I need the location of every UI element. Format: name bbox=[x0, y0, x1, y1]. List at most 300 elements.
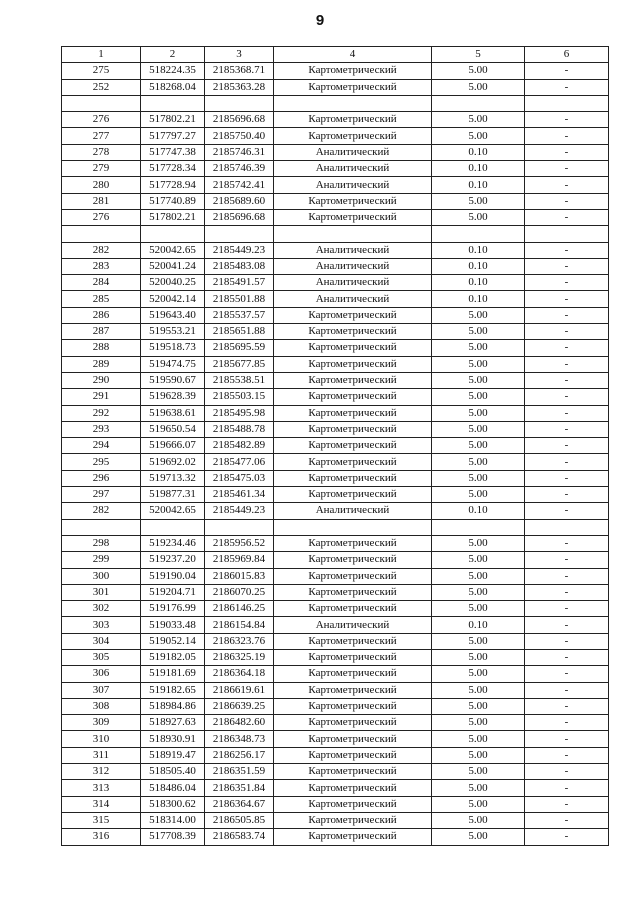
y-coordinate-cell: 2185501.88 bbox=[205, 291, 274, 307]
table-row bbox=[62, 340, 609, 356]
method-cell: Картометрический bbox=[274, 764, 432, 780]
accuracy-cell: 5.00 bbox=[432, 698, 525, 714]
header-col-1: 1 bbox=[62, 47, 141, 63]
y-coordinate-cell bbox=[205, 95, 274, 111]
point-number-cell: 316 bbox=[62, 829, 141, 845]
note-cell: - bbox=[525, 161, 609, 177]
method-cell: Аналитический bbox=[274, 617, 432, 633]
y-coordinate-cell: 2185742.41 bbox=[205, 177, 274, 193]
x-coordinate-cell: 518300.62 bbox=[141, 796, 205, 812]
note-cell: - bbox=[525, 177, 609, 193]
accuracy-cell: 5.00 bbox=[432, 487, 525, 503]
y-coordinate-cell: 2185695.59 bbox=[205, 340, 274, 356]
method-cell: Картометрический bbox=[274, 63, 432, 79]
x-coordinate-cell: 519713.32 bbox=[141, 470, 205, 486]
point-number-cell: 314 bbox=[62, 796, 141, 812]
method-cell: Аналитический bbox=[274, 161, 432, 177]
point-number-cell: 279 bbox=[62, 161, 141, 177]
separator-row bbox=[62, 226, 609, 242]
note-cell: - bbox=[525, 666, 609, 682]
method-cell: Аналитический bbox=[274, 144, 432, 160]
y-coordinate-cell: 2186348.73 bbox=[205, 731, 274, 747]
point-number-cell: 308 bbox=[62, 698, 141, 714]
method-cell bbox=[274, 95, 432, 111]
accuracy-cell: 5.00 bbox=[432, 666, 525, 682]
method-cell: Аналитический bbox=[274, 177, 432, 193]
x-coordinate-cell: 518268.04 bbox=[141, 79, 205, 95]
point-number-cell: 302 bbox=[62, 601, 141, 617]
y-coordinate-cell: 2185475.03 bbox=[205, 470, 274, 486]
method-cell: Картометрический bbox=[274, 780, 432, 796]
point-number-cell: 285 bbox=[62, 291, 141, 307]
table-row bbox=[62, 356, 609, 372]
point-number-cell bbox=[62, 95, 141, 111]
method-cell: Картометрический bbox=[274, 438, 432, 454]
note-cell: - bbox=[525, 63, 609, 79]
x-coordinate-cell: 520040.25 bbox=[141, 275, 205, 291]
table-row bbox=[62, 161, 609, 177]
table-row bbox=[62, 144, 609, 160]
accuracy-cell: 5.00 bbox=[432, 633, 525, 649]
accuracy-cell: 5.00 bbox=[432, 535, 525, 551]
x-coordinate-cell: 519692.02 bbox=[141, 454, 205, 470]
accuracy-cell: 0.10 bbox=[432, 242, 525, 258]
note-cell: - bbox=[525, 372, 609, 388]
y-coordinate-cell: 2186505.85 bbox=[205, 812, 274, 828]
method-cell: Картометрический bbox=[274, 535, 432, 551]
point-number-cell bbox=[62, 226, 141, 242]
note-cell: - bbox=[525, 405, 609, 421]
method-cell: Картометрический bbox=[274, 112, 432, 128]
table-row bbox=[62, 747, 609, 763]
method-cell: Картометрический bbox=[274, 324, 432, 340]
point-number-cell: 291 bbox=[62, 389, 141, 405]
method-cell: Картометрический bbox=[274, 584, 432, 600]
method-cell: Аналитический bbox=[274, 275, 432, 291]
accuracy-cell: 5.00 bbox=[432, 307, 525, 323]
method-cell: Аналитический bbox=[274, 242, 432, 258]
point-number-cell: 301 bbox=[62, 584, 141, 600]
note-cell: - bbox=[525, 535, 609, 551]
note-cell: - bbox=[525, 128, 609, 144]
header-col-5: 5 bbox=[432, 47, 525, 63]
point-number-cell: 304 bbox=[62, 633, 141, 649]
note-cell: - bbox=[525, 812, 609, 828]
y-coordinate-cell: 2185363.28 bbox=[205, 79, 274, 95]
y-coordinate-cell: 2185477.06 bbox=[205, 454, 274, 470]
header-col-3: 3 bbox=[205, 47, 274, 63]
y-coordinate-cell: 2185746.39 bbox=[205, 161, 274, 177]
accuracy-cell: 5.00 bbox=[432, 112, 525, 128]
x-coordinate-cell: 519518.73 bbox=[141, 340, 205, 356]
accuracy-cell: 5.00 bbox=[432, 421, 525, 437]
x-coordinate-cell: 520041.24 bbox=[141, 258, 205, 274]
note-cell: - bbox=[525, 242, 609, 258]
method-cell: Картометрический bbox=[274, 193, 432, 209]
point-number-cell: 307 bbox=[62, 682, 141, 698]
y-coordinate-cell: 2186256.17 bbox=[205, 747, 274, 763]
table-row bbox=[62, 421, 609, 437]
point-number-cell: 276 bbox=[62, 209, 141, 225]
accuracy-cell: 5.00 bbox=[432, 405, 525, 421]
note-cell: - bbox=[525, 601, 609, 617]
method-cell: Картометрический bbox=[274, 633, 432, 649]
accuracy-cell: 0.10 bbox=[432, 291, 525, 307]
method-cell: Картометрический bbox=[274, 796, 432, 812]
x-coordinate-cell: 517708.39 bbox=[141, 829, 205, 845]
y-coordinate-cell: 2186619.61 bbox=[205, 682, 274, 698]
note-cell bbox=[525, 226, 609, 242]
point-number-cell: 294 bbox=[62, 438, 141, 454]
y-coordinate-cell: 2186325.19 bbox=[205, 649, 274, 665]
point-number-cell: 296 bbox=[62, 470, 141, 486]
y-coordinate-cell: 2185969.84 bbox=[205, 552, 274, 568]
x-coordinate-cell: 518930.91 bbox=[141, 731, 205, 747]
point-number-cell: 310 bbox=[62, 731, 141, 747]
method-cell: Картометрический bbox=[274, 307, 432, 323]
x-coordinate-cell: 519181.69 bbox=[141, 666, 205, 682]
note-cell: - bbox=[525, 568, 609, 584]
point-number-cell: 300 bbox=[62, 568, 141, 584]
point-number-cell: 286 bbox=[62, 307, 141, 323]
accuracy-cell: 5.00 bbox=[432, 829, 525, 845]
note-cell: - bbox=[525, 144, 609, 160]
note-cell: - bbox=[525, 324, 609, 340]
x-coordinate-cell: 519643.40 bbox=[141, 307, 205, 323]
x-coordinate-cell: 520042.65 bbox=[141, 503, 205, 519]
table-row bbox=[62, 552, 609, 568]
accuracy-cell: 5.00 bbox=[432, 79, 525, 95]
note-cell: - bbox=[525, 307, 609, 323]
accuracy-cell: 0.10 bbox=[432, 503, 525, 519]
table-row bbox=[62, 715, 609, 731]
note-cell: - bbox=[525, 470, 609, 486]
method-cell: Картометрический bbox=[274, 79, 432, 95]
point-number-cell: 289 bbox=[62, 356, 141, 372]
method-cell: Картометрический bbox=[274, 568, 432, 584]
table-row bbox=[62, 242, 609, 258]
y-coordinate-cell: 2185449.23 bbox=[205, 242, 274, 258]
accuracy-cell: 5.00 bbox=[432, 63, 525, 79]
point-number-cell: 298 bbox=[62, 535, 141, 551]
note-cell: - bbox=[525, 649, 609, 665]
table-row bbox=[62, 372, 609, 388]
table-row bbox=[62, 535, 609, 551]
note-cell: - bbox=[525, 112, 609, 128]
table-row bbox=[62, 389, 609, 405]
x-coordinate-cell: 519590.67 bbox=[141, 372, 205, 388]
note-cell: - bbox=[525, 258, 609, 274]
y-coordinate-cell: 2185482.89 bbox=[205, 438, 274, 454]
accuracy-cell: 0.10 bbox=[432, 275, 525, 291]
point-number-cell: 295 bbox=[62, 454, 141, 470]
point-number-cell: 290 bbox=[62, 372, 141, 388]
point-number-cell: 281 bbox=[62, 193, 141, 209]
note-cell bbox=[525, 519, 609, 535]
point-number-cell: 312 bbox=[62, 764, 141, 780]
y-coordinate-cell: 2186364.18 bbox=[205, 666, 274, 682]
accuracy-cell: 5.00 bbox=[432, 796, 525, 812]
point-number-cell: 283 bbox=[62, 258, 141, 274]
method-cell: Картометрический bbox=[274, 389, 432, 405]
x-coordinate-cell: 519204.71 bbox=[141, 584, 205, 600]
x-coordinate-cell: 517797.27 bbox=[141, 128, 205, 144]
point-number-cell: 292 bbox=[62, 405, 141, 421]
x-coordinate-cell: 520042.65 bbox=[141, 242, 205, 258]
x-coordinate-cell: 519182.65 bbox=[141, 682, 205, 698]
x-coordinate-cell: 517802.21 bbox=[141, 112, 205, 128]
method-cell: Картометрический bbox=[274, 454, 432, 470]
method-cell: Картометрический bbox=[274, 649, 432, 665]
note-cell: - bbox=[525, 503, 609, 519]
note-cell: - bbox=[525, 291, 609, 307]
method-cell: Аналитический bbox=[274, 258, 432, 274]
y-coordinate-cell: 2185537.57 bbox=[205, 307, 274, 323]
note-cell: - bbox=[525, 633, 609, 649]
accuracy-cell: 0.10 bbox=[432, 617, 525, 633]
x-coordinate-cell: 519877.31 bbox=[141, 487, 205, 503]
y-coordinate-cell: 2186351.59 bbox=[205, 764, 274, 780]
x-coordinate-cell: 517728.94 bbox=[141, 177, 205, 193]
table-row bbox=[62, 617, 609, 633]
table-row bbox=[62, 193, 609, 209]
table-row bbox=[62, 275, 609, 291]
accuracy-cell: 5.00 bbox=[432, 372, 525, 388]
note-cell bbox=[525, 95, 609, 111]
table-row bbox=[62, 764, 609, 780]
separator-row bbox=[62, 519, 609, 535]
note-cell: - bbox=[525, 487, 609, 503]
y-coordinate-cell: 2185651.88 bbox=[205, 324, 274, 340]
page-number: 9 bbox=[315, 12, 325, 29]
y-coordinate-cell: 2186351.84 bbox=[205, 780, 274, 796]
table-row bbox=[62, 177, 609, 193]
accuracy-cell: 5.00 bbox=[432, 470, 525, 486]
header-col-6: 6 bbox=[525, 47, 609, 63]
table-body bbox=[62, 63, 609, 845]
y-coordinate-cell: 2185750.40 bbox=[205, 128, 274, 144]
method-cell: Картометрический bbox=[274, 747, 432, 763]
x-coordinate-cell: 517747.38 bbox=[141, 144, 205, 160]
x-coordinate-cell: 518927.63 bbox=[141, 715, 205, 731]
point-number-cell: 299 bbox=[62, 552, 141, 568]
method-cell: Картометрический bbox=[274, 372, 432, 388]
method-cell: Картометрический bbox=[274, 812, 432, 828]
y-coordinate-cell: 2185449.23 bbox=[205, 503, 274, 519]
table-row bbox=[62, 666, 609, 682]
y-coordinate-cell: 2185696.68 bbox=[205, 209, 274, 225]
method-cell: Картометрический bbox=[274, 552, 432, 568]
accuracy-cell bbox=[432, 95, 525, 111]
point-number-cell: 276 bbox=[62, 112, 141, 128]
point-number-cell: 306 bbox=[62, 666, 141, 682]
y-coordinate-cell: 2186154.84 bbox=[205, 617, 274, 633]
note-cell: - bbox=[525, 617, 609, 633]
table-row bbox=[62, 79, 609, 95]
y-coordinate-cell: 2186146.25 bbox=[205, 601, 274, 617]
method-cell: Картометрический bbox=[274, 731, 432, 747]
table-row bbox=[62, 812, 609, 828]
y-coordinate-cell bbox=[205, 519, 274, 535]
accuracy-cell: 5.00 bbox=[432, 454, 525, 470]
table-row bbox=[62, 470, 609, 486]
table-row bbox=[62, 487, 609, 503]
accuracy-cell: 5.00 bbox=[432, 324, 525, 340]
accuracy-cell: 5.00 bbox=[432, 584, 525, 600]
table-row bbox=[62, 209, 609, 225]
x-coordinate-cell: 518984.86 bbox=[141, 698, 205, 714]
accuracy-cell: 0.10 bbox=[432, 177, 525, 193]
x-coordinate-cell: 517802.21 bbox=[141, 209, 205, 225]
point-number-cell: 293 bbox=[62, 421, 141, 437]
coordinates-table bbox=[61, 46, 609, 846]
accuracy-cell: 5.00 bbox=[432, 747, 525, 763]
method-cell bbox=[274, 519, 432, 535]
point-number-cell: 252 bbox=[62, 79, 141, 95]
accuracy-cell: 5.00 bbox=[432, 209, 525, 225]
method-cell: Картометрический bbox=[274, 487, 432, 503]
point-number-cell: 303 bbox=[62, 617, 141, 633]
note-cell: - bbox=[525, 715, 609, 731]
y-coordinate-cell: 2185495.98 bbox=[205, 405, 274, 421]
x-coordinate-cell: 519176.99 bbox=[141, 601, 205, 617]
accuracy-cell: 5.00 bbox=[432, 552, 525, 568]
x-coordinate-cell: 519033.48 bbox=[141, 617, 205, 633]
y-coordinate-cell: 2186323.76 bbox=[205, 633, 274, 649]
y-coordinate-cell: 2185483.08 bbox=[205, 258, 274, 274]
note-cell: - bbox=[525, 275, 609, 291]
note-cell: - bbox=[525, 731, 609, 747]
table-row bbox=[62, 438, 609, 454]
x-coordinate-cell: 519052.14 bbox=[141, 633, 205, 649]
y-coordinate-cell: 2186482.60 bbox=[205, 715, 274, 731]
note-cell: - bbox=[525, 438, 609, 454]
note-cell: - bbox=[525, 780, 609, 796]
x-coordinate-cell bbox=[141, 226, 205, 242]
note-cell: - bbox=[525, 829, 609, 845]
note-cell: - bbox=[525, 584, 609, 600]
y-coordinate-cell: 2186070.25 bbox=[205, 584, 274, 600]
y-coordinate-cell: 2185696.68 bbox=[205, 112, 274, 128]
table-row bbox=[62, 682, 609, 698]
method-cell: Картометрический bbox=[274, 829, 432, 845]
x-coordinate-cell: 519666.07 bbox=[141, 438, 205, 454]
accuracy-cell: 5.00 bbox=[432, 340, 525, 356]
point-number-cell: 284 bbox=[62, 275, 141, 291]
table-row bbox=[62, 796, 609, 812]
y-coordinate-cell: 2185368.71 bbox=[205, 63, 274, 79]
y-coordinate-cell: 2185746.31 bbox=[205, 144, 274, 160]
point-number-cell: 297 bbox=[62, 487, 141, 503]
x-coordinate-cell: 518505.40 bbox=[141, 764, 205, 780]
table-row bbox=[62, 258, 609, 274]
note-cell: - bbox=[525, 764, 609, 780]
accuracy-cell: 5.00 bbox=[432, 193, 525, 209]
accuracy-cell: 5.00 bbox=[432, 649, 525, 665]
x-coordinate-cell: 518314.00 bbox=[141, 812, 205, 828]
x-coordinate-cell: 520042.14 bbox=[141, 291, 205, 307]
point-number-cell: 309 bbox=[62, 715, 141, 731]
y-coordinate-cell bbox=[205, 226, 274, 242]
method-cell bbox=[274, 226, 432, 242]
y-coordinate-cell: 2186639.25 bbox=[205, 698, 274, 714]
x-coordinate-cell: 519628.39 bbox=[141, 389, 205, 405]
x-coordinate-cell: 519553.21 bbox=[141, 324, 205, 340]
note-cell: - bbox=[525, 209, 609, 225]
method-cell: Картометрический bbox=[274, 405, 432, 421]
y-coordinate-cell: 2186015.83 bbox=[205, 568, 274, 584]
table-row bbox=[62, 584, 609, 600]
header-row bbox=[62, 47, 609, 63]
note-cell: - bbox=[525, 389, 609, 405]
x-coordinate-cell: 519190.04 bbox=[141, 568, 205, 584]
table-row bbox=[62, 698, 609, 714]
x-coordinate-cell: 517740.89 bbox=[141, 193, 205, 209]
accuracy-cell: 5.00 bbox=[432, 731, 525, 747]
note-cell: - bbox=[525, 356, 609, 372]
note-cell: - bbox=[525, 682, 609, 698]
note-cell: - bbox=[525, 454, 609, 470]
accuracy-cell: 5.00 bbox=[432, 682, 525, 698]
note-cell: - bbox=[525, 421, 609, 437]
x-coordinate-cell: 519474.75 bbox=[141, 356, 205, 372]
point-number-cell: 277 bbox=[62, 128, 141, 144]
x-coordinate-cell: 518919.47 bbox=[141, 747, 205, 763]
accuracy-cell: 0.10 bbox=[432, 161, 525, 177]
separator-row bbox=[62, 95, 609, 111]
point-number-cell: 305 bbox=[62, 649, 141, 665]
x-coordinate-cell: 519182.05 bbox=[141, 649, 205, 665]
y-coordinate-cell: 2185689.60 bbox=[205, 193, 274, 209]
accuracy-cell bbox=[432, 226, 525, 242]
y-coordinate-cell: 2185461.34 bbox=[205, 487, 274, 503]
y-coordinate-cell: 2185956.52 bbox=[205, 535, 274, 551]
point-number-cell: 288 bbox=[62, 340, 141, 356]
table-row bbox=[62, 307, 609, 323]
table-row bbox=[62, 601, 609, 617]
x-coordinate-cell: 519234.46 bbox=[141, 535, 205, 551]
x-coordinate-cell: 519650.54 bbox=[141, 421, 205, 437]
method-cell: Картометрический bbox=[274, 356, 432, 372]
table-row bbox=[62, 731, 609, 747]
table-row bbox=[62, 128, 609, 144]
table-row bbox=[62, 568, 609, 584]
y-coordinate-cell: 2185677.85 bbox=[205, 356, 274, 372]
x-coordinate-cell bbox=[141, 519, 205, 535]
accuracy-cell: 5.00 bbox=[432, 356, 525, 372]
method-cell: Картометрический bbox=[274, 682, 432, 698]
table-row bbox=[62, 405, 609, 421]
method-cell: Картометрический bbox=[274, 666, 432, 682]
table-row bbox=[62, 454, 609, 470]
table-row bbox=[62, 649, 609, 665]
note-cell: - bbox=[525, 796, 609, 812]
note-cell: - bbox=[525, 340, 609, 356]
x-coordinate-cell: 517728.34 bbox=[141, 161, 205, 177]
accuracy-cell: 5.00 bbox=[432, 128, 525, 144]
y-coordinate-cell: 2185491.57 bbox=[205, 275, 274, 291]
method-cell: Картометрический bbox=[274, 340, 432, 356]
accuracy-cell: 5.00 bbox=[432, 389, 525, 405]
accuracy-cell: 5.00 bbox=[432, 812, 525, 828]
y-coordinate-cell: 2185488.78 bbox=[205, 421, 274, 437]
y-coordinate-cell: 2186583.74 bbox=[205, 829, 274, 845]
method-cell: Картометрический bbox=[274, 128, 432, 144]
point-number-cell: 282 bbox=[62, 242, 141, 258]
note-cell: - bbox=[525, 747, 609, 763]
method-cell: Картометрический bbox=[274, 470, 432, 486]
table-row bbox=[62, 324, 609, 340]
